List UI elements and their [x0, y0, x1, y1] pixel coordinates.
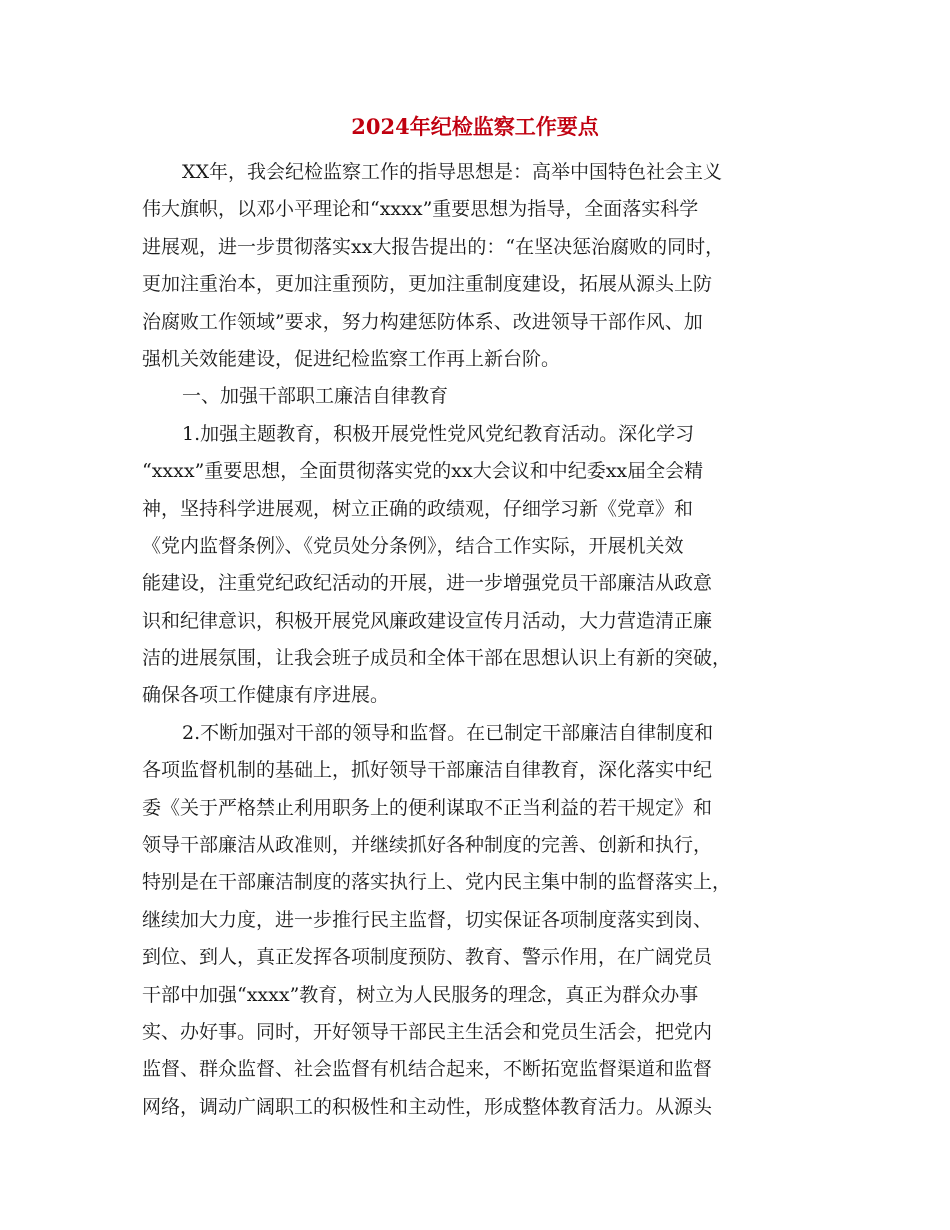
text-line: 识和纪律意识，积极开展党风廉政建设宣传月活动，大力营造清正廉 — [142, 609, 713, 632]
text-line: 2.不断加强对干部的领导和监督。在已制定干部廉洁自律制度和 — [182, 721, 714, 744]
text-line: 委《关于严格禁止利用职务上的便利谋取不正当利益的若干规定》和 — [142, 796, 713, 819]
text-line: 领导干部廉洁从政准则，并继续抓好各种制度的完善、创新和执行， — [142, 834, 713, 857]
paragraph-guiding-ideology — [142, 154, 818, 378]
text-line: 一、加强干部职工廉洁自律教育 — [182, 385, 449, 408]
text-line: 《党内监督条例》、《党员处分条例》，结合工作实际，开展机关效 — [142, 534, 684, 557]
text-line: 治腐败工作领域”要求，努力构建惩防体系、改进领导干部作风、加 — [142, 310, 703, 333]
text-line: 特别是在干部廉洁制度的落实执行上、党内民主集中制的监督落实上， — [142, 871, 732, 894]
text-line: 确保各项工作健康有序进展。 — [142, 684, 390, 707]
text-line: 网络，调动广阔职工的积极性和主动性，形成整体教育活力。从源头 — [142, 1095, 713, 1118]
text-line: 各项监督机制的基础上，抓好领导干部廉洁自律教育，深化落实中纪 — [142, 759, 713, 782]
text-line: 进展观，进一步贯彻落实xx大报告提出的：“在坚决惩治腐败的同时， — [142, 235, 725, 258]
text-line: “xxxx”重要思想，全面贯彻落实党的xx大会议和中纪委xx届全会精 — [142, 460, 704, 483]
text-line: 监督、群众监督、社会监督有机结合起来，不断拓宽监督渠道和监督 — [142, 1058, 713, 1081]
paragraph-item-2 — [142, 715, 818, 1126]
text-line: 神，坚持科学进展观，树立正确的政绩观，仔细学习新《党章》和 — [142, 497, 694, 520]
text-line: 伟大旗帜，以邓小平理论和“xxxx”重要思想为指导，全面落实科学 — [142, 198, 699, 221]
section-heading-1 — [142, 378, 818, 415]
text-line: 实、办好事。同时，开好领导干部民主生活会和党员生活会，把党内 — [142, 1020, 713, 1043]
paragraph-item-1 — [142, 416, 818, 715]
text-line: 洁的进展氛围，让我会班子成员和全体干部在思想认识上有新的突破， — [142, 647, 732, 670]
text-line: 干部中加强“xxxx”教育，树立为人民服务的理念，真正为群众办事 — [142, 983, 699, 1006]
document-body — [142, 154, 818, 1126]
text-line: 继续加大力度，进一步推行民主监督，切实保证各项制度落实到岗、 — [142, 908, 713, 931]
text-line: 到位、到人，真正发挥各项制度预防、教育、警示作用，在广阔党员 — [142, 946, 713, 969]
text-line: 更加注重治本，更加注重预防，更加注重制度建设，拓展从源头上防 — [142, 273, 713, 296]
text-line: 1.加强主题教育，积极开展党性党风党纪教育活动。深化学习 — [182, 422, 695, 445]
document-title: 2024年纪检监察工作要点 — [351, 114, 599, 139]
text-line: 能建设，注重党纪政纪活动的开展，进一步增强党员干部廉洁从政意 — [142, 572, 713, 595]
text-line: XX年，我会纪检监察工作的指导思想是：高举中国特色社会主义 — [182, 161, 723, 183]
text-line: 强机关效能建设，促进纪检监察工作再上新台阶。 — [142, 347, 561, 370]
